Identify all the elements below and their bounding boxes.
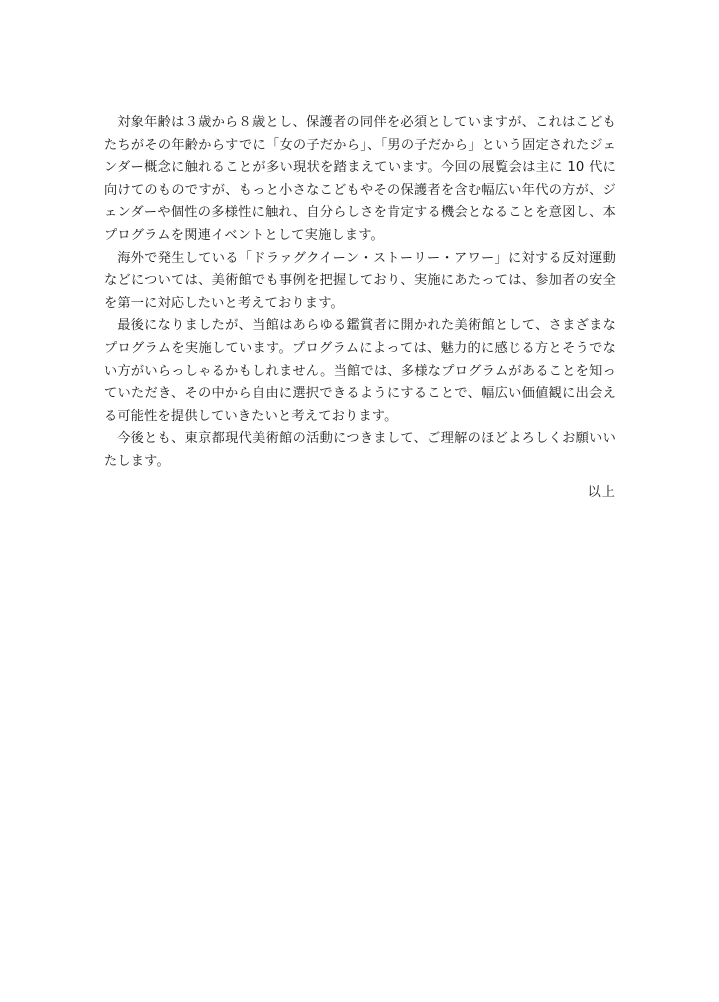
- document-body: [104, 112, 616, 474]
- paragraph-diverse-programs: 最後になりましたが、当館はあらゆる鑑賞者に開かれた美術館として、さまざまなプログラムを実施しています。プログラムによっては、魅力的に感じる方とそうでない方がいらっしゃるかもしれません。当館では、多様なプログラムがあることを知っていただき、その中から自由に選択できるようにすることで、幅広い価値観に出会える可能性を提供していきたいと考えております。: [104, 318, 616, 424]
- paragraph-target-age: 対象年齢は３歳から８歳とし、保護者の同伴を必須としていますが、これはこどもたちがその年齢からすでに「女の子だから」、「男の子だから」という固定されたジェンダー概念に触れることが多い現状を踏まえています。今回の展覧会は主に 10 代に向けてのものですが、もっと小さなこどもやその保護者を含む幅広い年代の方が、ジェンダーや個性の多様性に触れ、自分らしさを肯定する機会となることを意図し、本プログラムを関連イベントとして実施します。: [104, 115, 616, 243]
- paragraph-safety: 海外で発生している「ドラァグクイーン・ストーリー・アワー」に対する反対運動などについては、美術館でも事例を把握しており、実施にあたっては、参加者の安全を第一に対応したいと考えております。: [104, 250, 616, 311]
- paragraph-closing-remarks: 今後とも、東京都現代美術館の活動につきまして、ご理解のほどよろしくお願いいたします。: [104, 431, 616, 469]
- closing-mark: 以上: [587, 485, 616, 500]
